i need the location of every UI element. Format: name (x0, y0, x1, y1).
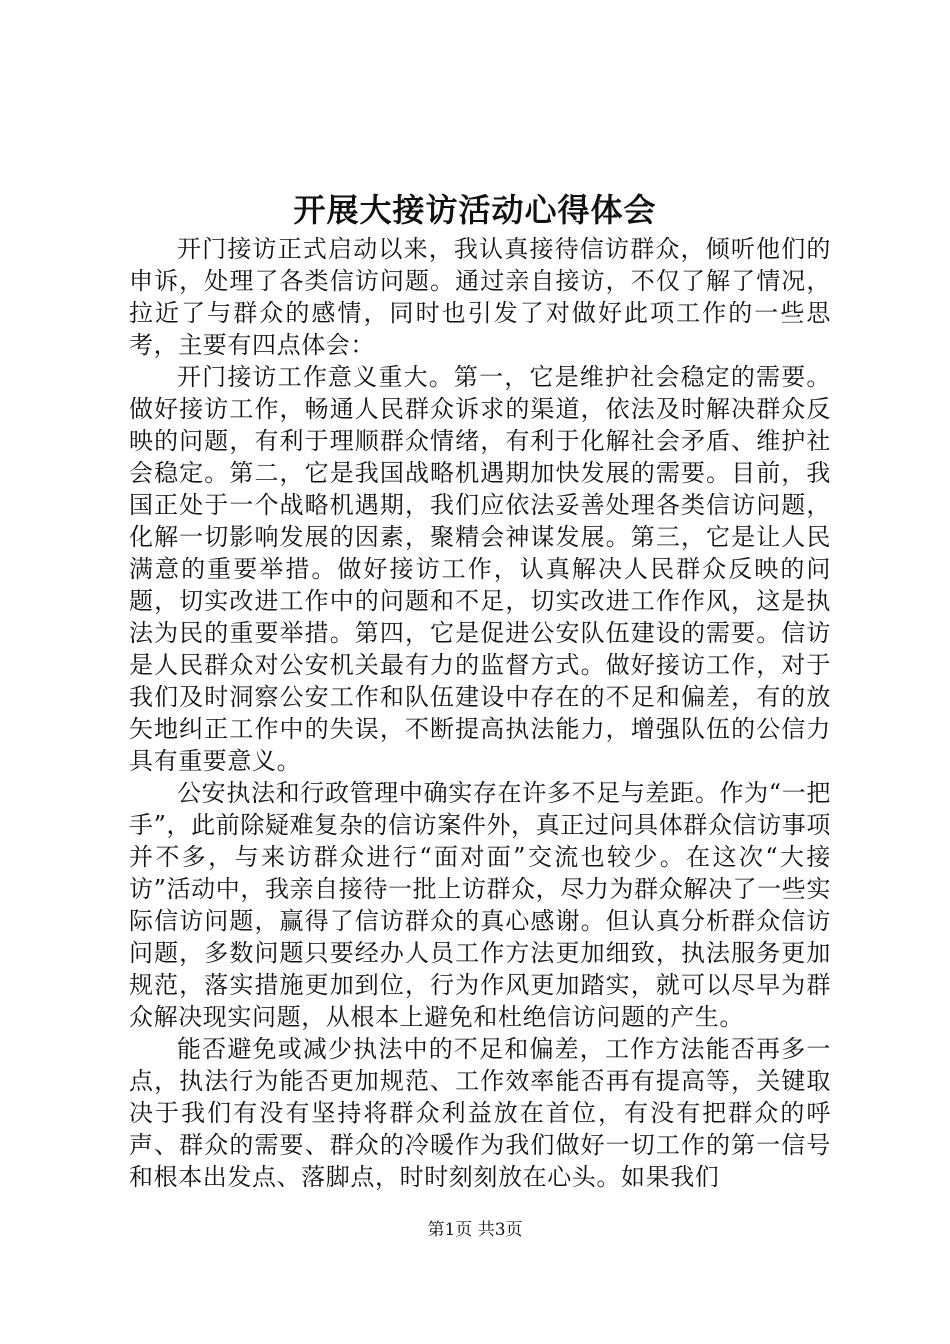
document-title: 开展大接访活动心得体会 (293, 191, 657, 229)
document-body (129, 233, 831, 1193)
paragraph-intro: 开门接访正式启动以来，我认真接待信访群众，倾听他们的申诉，处理了各类信访问题。通过亲自接访，不仅了解了情况，拉近了与群众的感情，同时也引发了对做好此项工作的一些思考，主要有四点体会： (129, 235, 831, 359)
page-number-footer: 第1页 共3页 (427, 1220, 523, 1240)
paragraph-significance: 开门接访工作意义重大。第一，它是维护社会稳定的需要。做好接访工作，畅通人民群众诉求的渠道，依法及时解决群众反映的问题，有利于理顺群众情绪，有利于化解社会矛盾、维护社会稳定。第二，它是我国战略机遇期加快发展的需要。目前，我国正处于一个战略机遇期，我们应依法妥善处理各类信访问题，化解一切影响发展的因素，聚精会神谋发展。第三，它是让人民满意的重要举措。做好接访工作，认真解决人民群众反映的问题，切实改进工作中的问题和不足，切实改进工作作风，这是执法为民的重要举措。第四，它是促进公安队伍建设的需要。信访是人民群众对公安机关最有力的监督方式。做好接访工作，对于我们及时洞察公安工作和队伍建设中存在的不足和偏差，有的放矢地纠正工作中的失误，不断提高执法能力，增强队伍的公信力具有重要意义。 (129, 363, 831, 775)
paragraph-key-factors: 能否避免或减少执法中的不足和偏差，工作方法能否再多一点，执法行为能否更加规范、工作效率能否再有提高等，关键取决于我们有没有坚持将群众利益放在首位，有没有把群众的呼声、群众的需要、群众的冷暖作为我们做好一切工作的第一信号和根本出发点、落脚点，时时刻刻放在心头。如果我们 (129, 1035, 831, 1191)
paragraph-shortcomings: 公安执法和行政管理中确实存在许多不足与差距。作为“一把手”，此前除疑难复杂的信访案件外，真正过问具体群众信访事项并不多，与来访群众进行“面对面”交流也较少。在这次“大接访”活动中，我亲自接待一批上访群众，尽力为群众解决了一些实际信访问题，赢得了信访群众的真心感谢。但认真分析群众信访问题，多数问题只要经办人员工作方法更加细致，执法服务更加规范，落实措施更加到位，行为作风更加踏实，就可以尽早为群众解决现实问题，从根本上避免和杜绝信访问题的产生。 (129, 779, 831, 1031)
